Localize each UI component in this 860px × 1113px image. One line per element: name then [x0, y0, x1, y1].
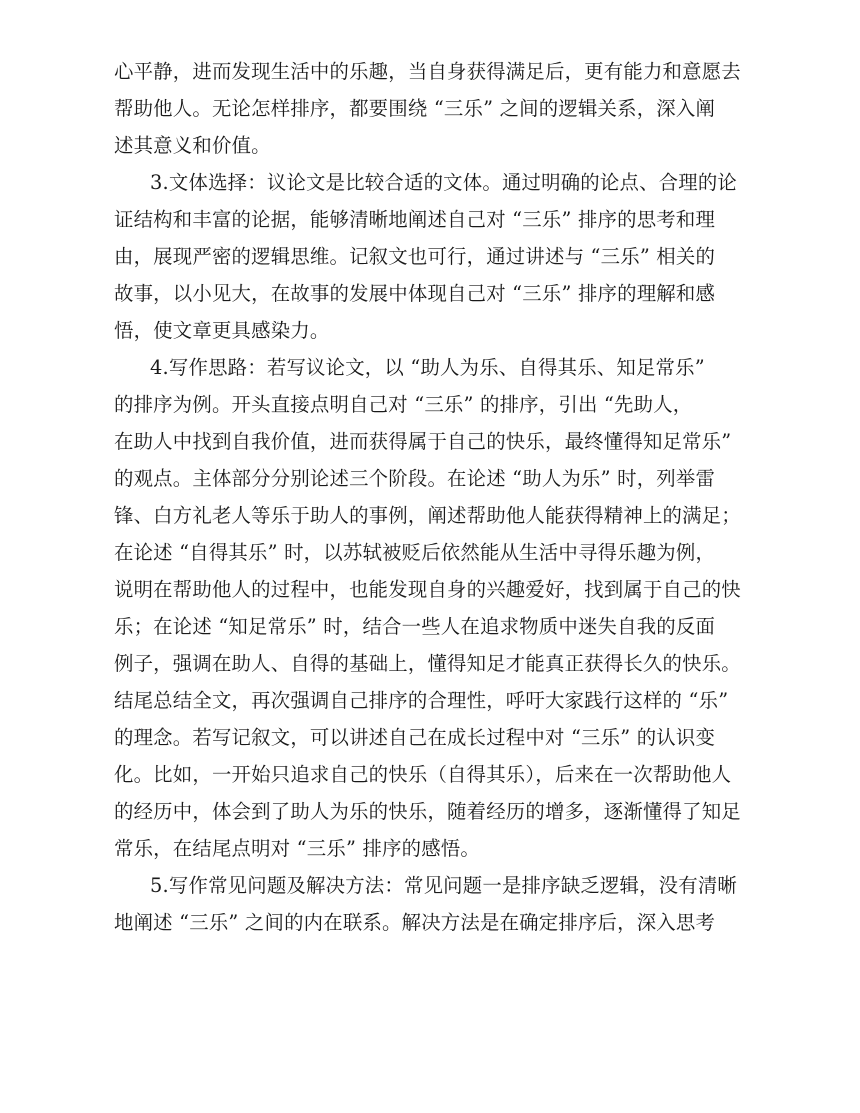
text-line: 说明在帮助他人的过程中，也能发现自身的兴趣爱好，找到属于自己的快 [114, 578, 741, 601]
text-line: 结尾总结全文，再次强调自己排序的合理性，呼吁大家践行这样的 “乐” [114, 689, 729, 712]
text-line: 在论述 “自得其乐” 时，以苏轼被贬后依然能从生活中寻得乐趣为例， [114, 541, 716, 564]
text-line: 心平静，进而发现生活中的乐趣，当自身获得满足后，更有能力和意愿去 [114, 60, 741, 83]
text-line: 的排序为例。开头直接点明自己对 “三乐” 的排序，引出 “先助人， [114, 393, 693, 416]
text-line: 锋、白方礼老人等乐于助人的事例，阐述帮助他人能获得精神上的满足； [114, 504, 741, 527]
text-line: 4.写作思路：若写议论文，以 “助人为乐、自得其乐、知足常乐” [150, 356, 705, 379]
text-line: 地阐述 “三乐” 之间的内在联系。解决方法是在确定排序后，深入思考 [114, 911, 716, 934]
text-line: 帮助他人。无论怎样排序，都要围绕 “三乐” 之间的逻辑关系，深入阐 [114, 97, 716, 120]
text-line: 乐；在论述 “知足常乐” 时，结合一些人在追求物质中迷失自我的反面 [114, 615, 716, 638]
text-line: 的观点。主体部分分别论述三个阶段。在论述 “助人为乐” 时，列举雷 [114, 467, 716, 490]
text-line: 3.文体选择：议论文是比较合适的文体。通过明确的论点、合理的论 [150, 171, 738, 194]
text-line: 例子，强调在助人、自得的基础上，懂得知足才能真正获得长久的快乐。 [114, 652, 741, 675]
text-line: 常乐，在结尾点明对 “三乐” 排序的感悟。 [114, 837, 480, 860]
text-line: 5.写作常见问题及解决方法：常见问题一是排序缺乏逻辑，没有清晰 [150, 874, 738, 897]
text-line: 的经历中，体会到了助人为乐的快乐，随着经历的增多，逐渐懂得了知足 [114, 800, 741, 823]
text-line: 的理念。若写记叙文，可以讲述自己在成长过程中对 “三乐” 的认识变 [114, 726, 716, 749]
text-line: 在助人中找到自我价值，进而获得属于自己的快乐，最终懂得知足常乐” [114, 430, 732, 453]
text-line: 故事，以小见大，在故事的发展中体现自己对 “三乐” 排序的理解和感 [114, 282, 716, 305]
text-line: 述其意义和价值。 [114, 134, 271, 157]
text-line: 由，展现严密的逻辑思维。记叙文也可行，通过讲述与 “三乐” 相关的 [114, 245, 716, 268]
text-line: 证结构和丰富的论据，能够清晰地阐述自己对 “三乐” 排序的思考和理 [114, 208, 716, 231]
text-line: 化。比如，一开始只追求自己的快乐（自得其乐），后来在一次帮助他人 [114, 763, 732, 786]
text-line: 悟，使文章更具感染力。 [114, 319, 330, 342]
